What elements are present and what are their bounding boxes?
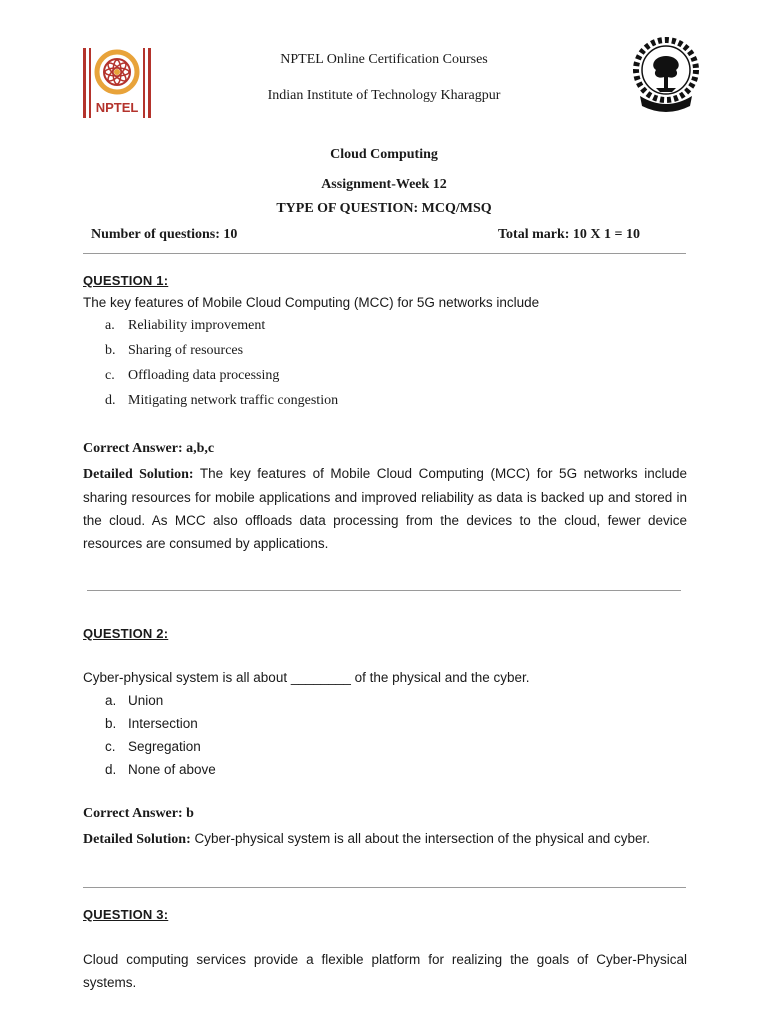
header-divider	[83, 253, 686, 254]
solution-label: Detailed Solution:	[83, 467, 194, 482]
option-c: c. Offloading data processing	[105, 368, 280, 383]
option-c: c. Segregation	[105, 739, 201, 754]
question-1-heading: QUESTION 1:	[83, 273, 169, 288]
question-type: TYPE OF QUESTION: MCQ/MSQ	[276, 201, 492, 216]
option-b: b. Sharing of resources	[105, 343, 244, 358]
question-3-text: Cloud computing services provide a flexible platform for realizing the goals of Cyber-Physical systems.	[83, 952, 687, 990]
solution-text: Cyber-physical system is all about the intersection of the physical and cyber.	[194, 831, 650, 846]
option-b: b. Intersection	[105, 716, 198, 731]
question-1-options	[0, 318, 768, 418]
assignment-title: Assignment-Week 12	[321, 177, 447, 192]
option-d: d. Mitigating network traffic congestion	[105, 393, 339, 408]
question-1-divider	[87, 590, 681, 591]
question-2-text: Cyber-physical system is all about ________ of the physical and the cyber.	[83, 670, 530, 685]
num-questions-value: : 10	[215, 227, 238, 242]
question-2-heading: QUESTION 2:	[83, 626, 169, 641]
option-a: a. Union	[105, 693, 164, 708]
question-1-text: The key features of Mobile Cloud Computing (MCC) for 5G networks include	[83, 295, 540, 310]
question-1-solution	[83, 462, 687, 555]
header-line2: Indian Institute of Technology Kharagpur	[267, 88, 501, 103]
question-2-solution	[83, 831, 650, 848]
nptel-logo-text: NPTEL	[95, 100, 139, 115]
header-line1: NPTEL Online Certification Courses	[280, 52, 488, 67]
question-2-divider	[83, 887, 686, 888]
question-2-options	[0, 693, 768, 785]
option-a: a. Reliability improvement	[105, 318, 266, 333]
option-d: d. None of above	[105, 762, 216, 777]
num-questions	[91, 227, 237, 243]
course-title: Cloud Computing	[330, 147, 438, 162]
question-3-heading: QUESTION 3:	[83, 907, 169, 922]
solution-text: The key features of Mobile Cloud Computing (MCC) for 5G networks include sharing resources for mobile applications and improved reliability as data is backed up and stored in the cloud. As MCC also offloads data processing from the devices to the cloud, fewer device resources are consumed by applications.	[83, 466, 687, 551]
question-1-answer: Correct Answer: a,b,c	[83, 441, 215, 456]
solution-label: Detailed Solution:	[83, 832, 191, 847]
num-questions-label: Number of questions	[91, 227, 216, 242]
question-2-answer: Correct Answer: b	[83, 806, 194, 821]
total-mark: Total mark: 10 X 1 = 10	[498, 227, 641, 242]
